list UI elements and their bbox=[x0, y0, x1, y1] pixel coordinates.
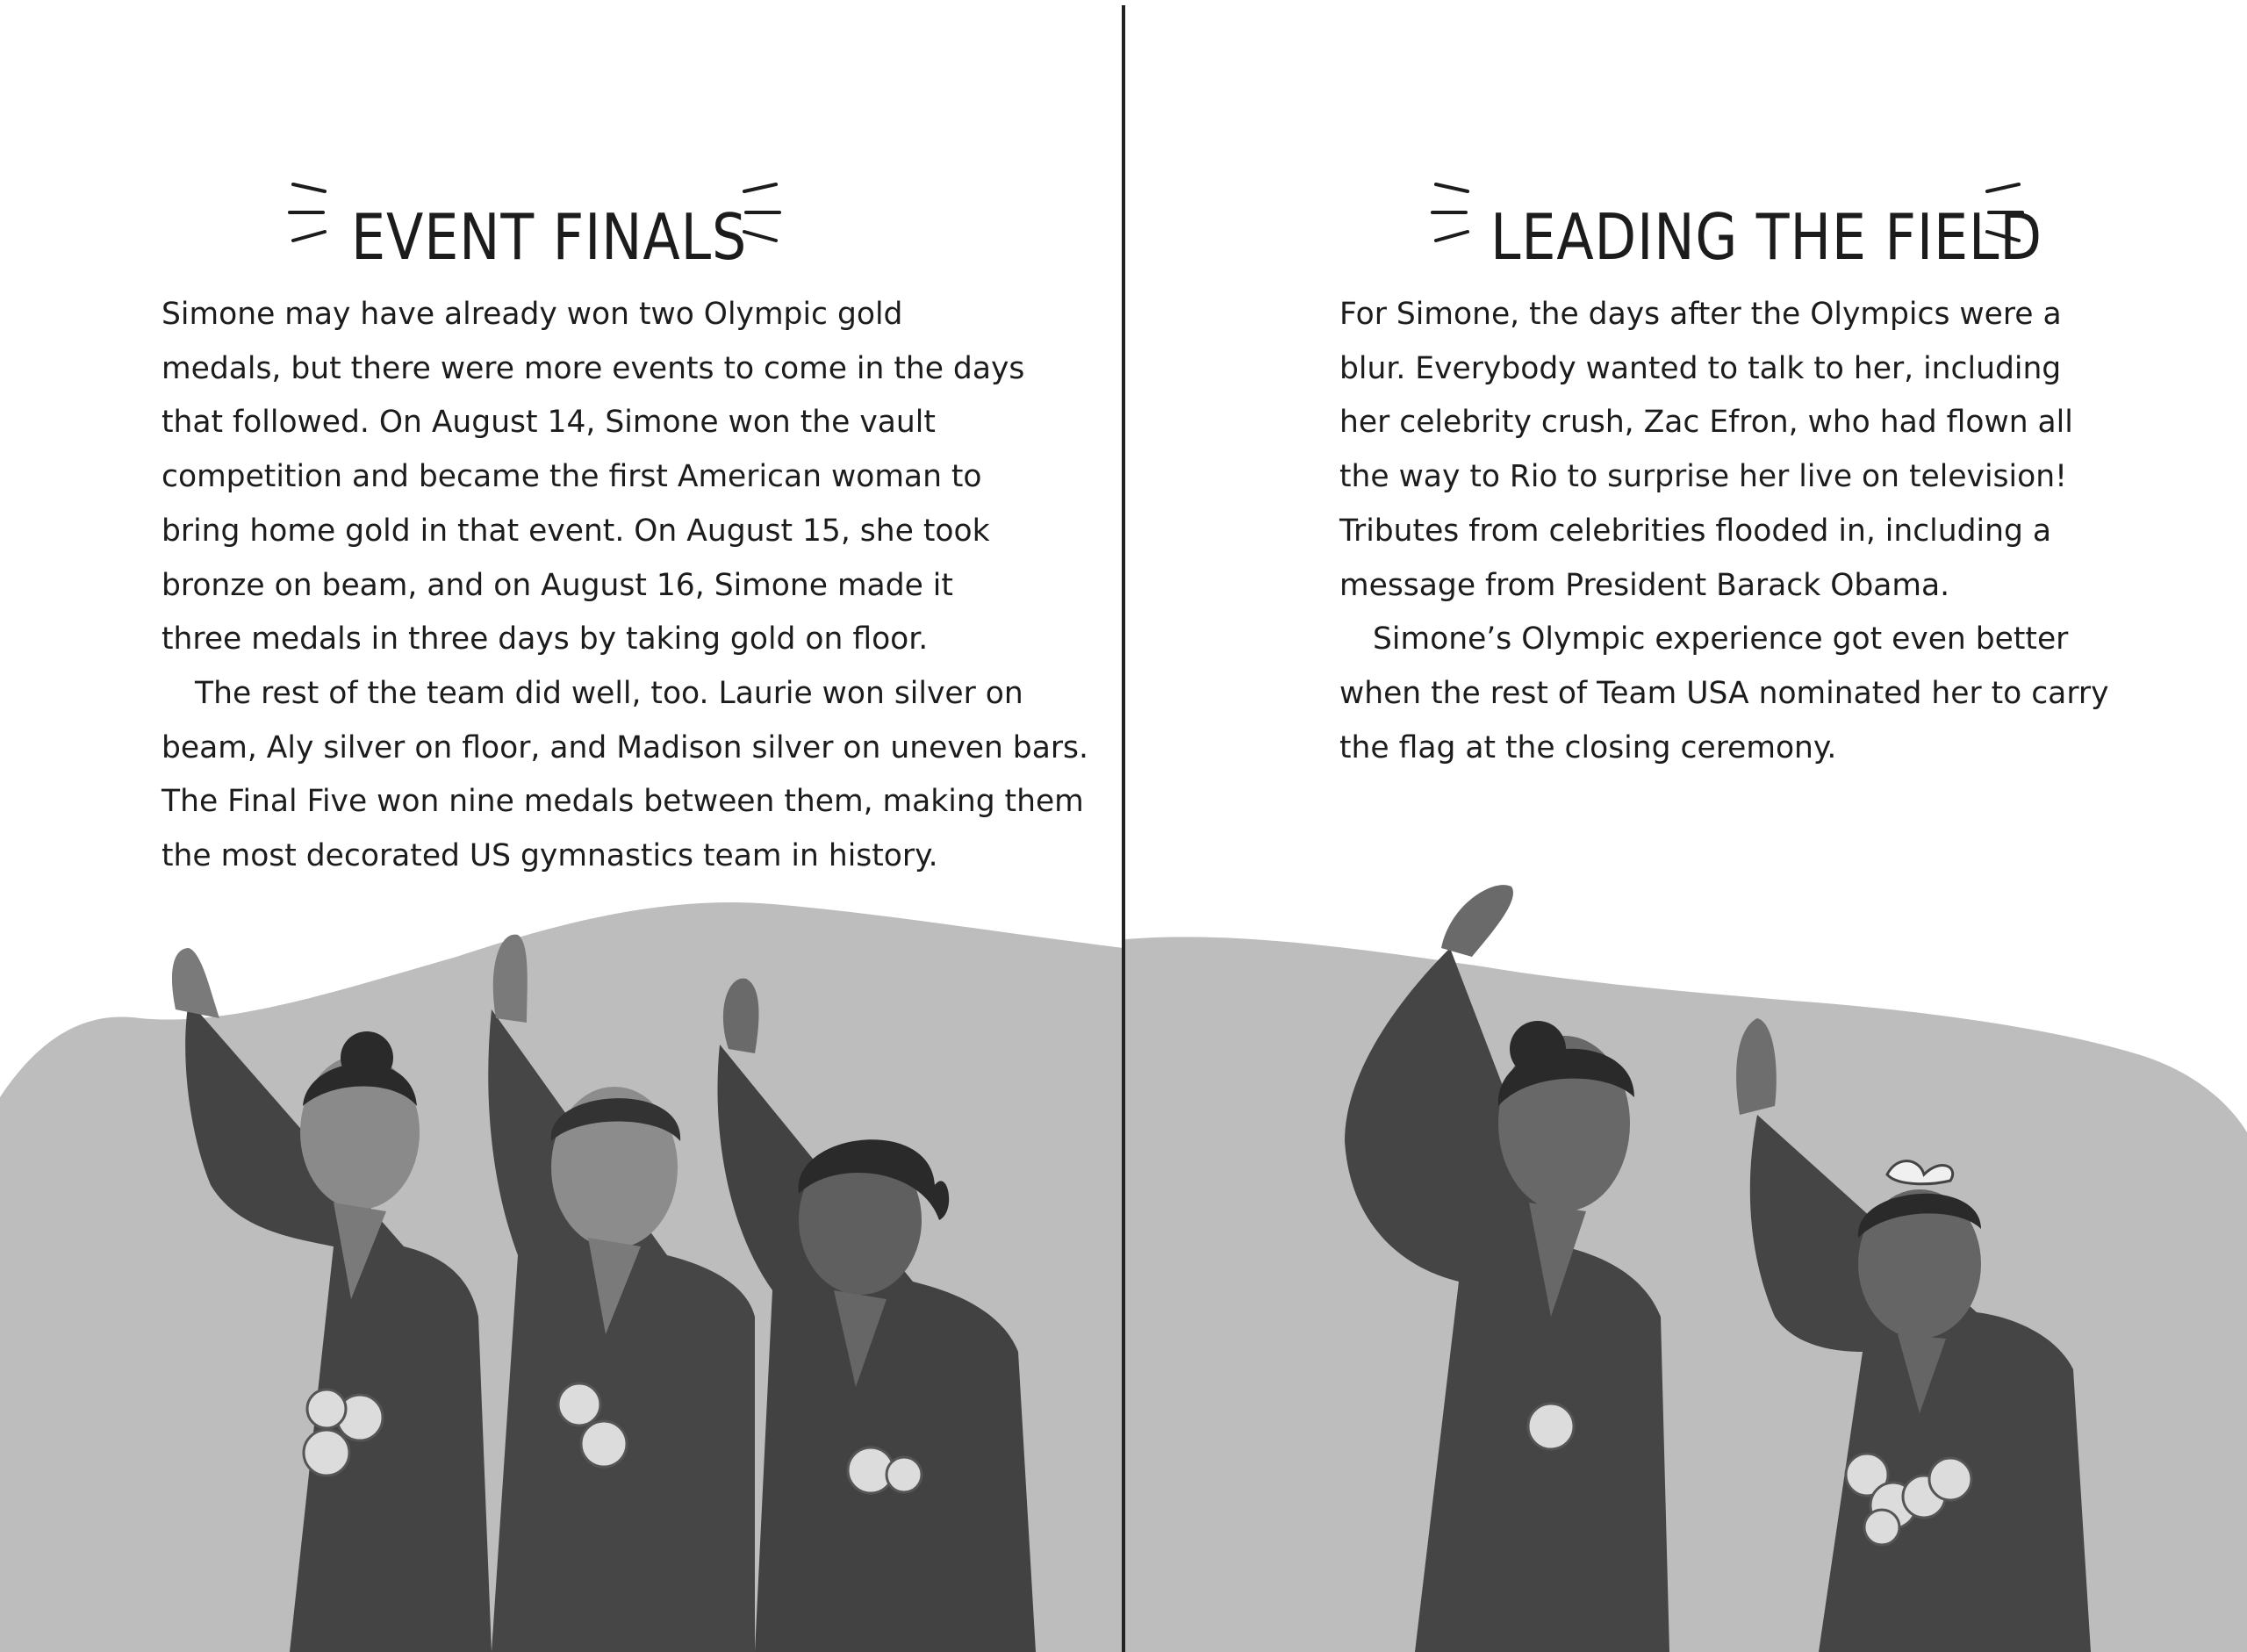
text-line: her celebrity crush, Zac Efron, who had flown all bbox=[1339, 405, 2073, 441]
right-page bbox=[1125, 0, 2247, 1652]
right-paragraph-2 bbox=[1339, 613, 2109, 775]
text-line: medals, but there were more events to come in the days bbox=[162, 350, 1025, 386]
right-heading: LEADING THE FIELD bbox=[1490, 200, 2042, 275]
right-heading-deco-right-icon bbox=[1977, 176, 2026, 249]
left-body-text bbox=[162, 288, 1088, 884]
left-heading-deco-right-icon bbox=[734, 176, 783, 249]
text-line: The rest of the team did well, too. Laurie won silver on bbox=[195, 675, 1023, 711]
left-paragraph-1 bbox=[162, 288, 1088, 667]
right-body-text bbox=[1339, 288, 2109, 775]
text-line: competition and became the first American woman to bbox=[162, 459, 982, 495]
text-line: when the rest of Team USA nominated her to carry bbox=[1339, 675, 2109, 711]
text-line: Simone may have already won two Olympic gold bbox=[162, 297, 903, 332]
text-line: beam, Aly silver on floor, and Madison silver on uneven bars. bbox=[162, 729, 1088, 765]
text-line: Simone’s Olympic experience got even better bbox=[1373, 621, 2069, 657]
text-line: three medals in three days by taking gold on floor. bbox=[162, 621, 929, 657]
text-line: blur. Everybody wanted to talk to her, including bbox=[1339, 350, 2062, 386]
text-line: the most decorated US gymnastics team in history. bbox=[162, 838, 938, 874]
text-line: message from President Barack Obama. bbox=[1339, 567, 1950, 603]
text-line: bronze on beam, and on August 16, Simone made it bbox=[162, 567, 953, 603]
left-heading-deco-left-icon bbox=[286, 176, 335, 249]
text-line: that followed. On August 14, Simone won the vault bbox=[162, 405, 936, 441]
text-line: bring home gold in that event. On August 15, she took bbox=[162, 513, 990, 549]
right-paragraph-1 bbox=[1339, 288, 2109, 613]
text-line: The Final Five won nine medals between them, making them bbox=[162, 784, 1084, 820]
text-line: the way to Rio to surprise her live on television! bbox=[1339, 459, 2067, 495]
text-line: the flag at the closing ceremony. bbox=[1339, 729, 1837, 765]
right-heading-deco-left-icon bbox=[1429, 176, 1478, 249]
left-heading: EVENT FINALS bbox=[351, 200, 748, 275]
left-paragraph-2 bbox=[162, 667, 1088, 884]
text-line: Tributes from celebrities flooded in, including a bbox=[1339, 513, 2051, 549]
text-line: For Simone, the days after the Olympics were a bbox=[1339, 297, 2062, 332]
